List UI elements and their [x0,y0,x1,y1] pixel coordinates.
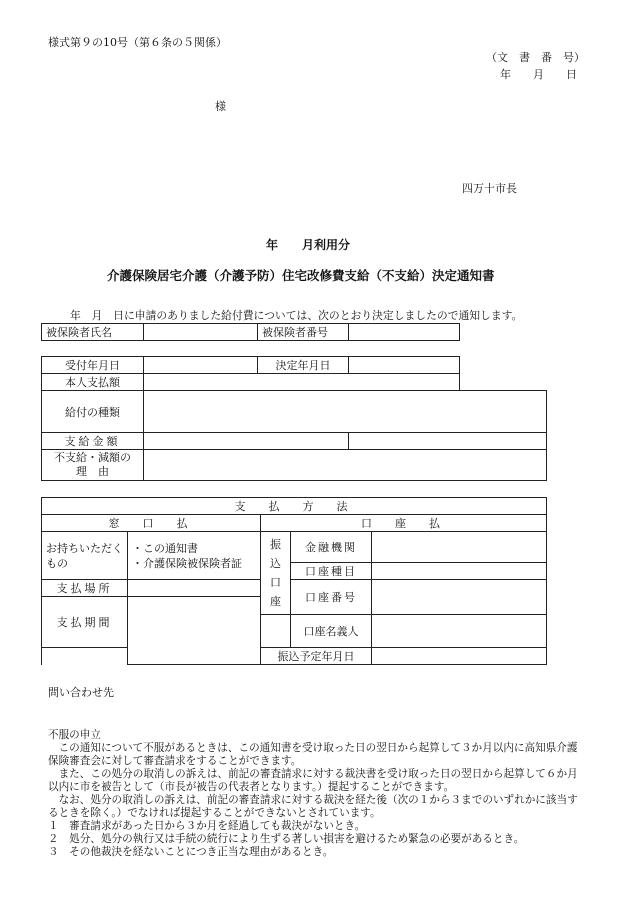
account-holder-label: 口座名義人 [291,615,372,648]
received-date-label: 受付年月日 [42,357,144,374]
intro-text: 年 月 日に申請のありました給付費については、次のとおり決定しましたので通知します。 [70,309,523,322]
reason-label [42,450,144,481]
bank-value [372,532,547,563]
bring-items-label: お持ちいただくもの [42,532,128,580]
self-pay-value [144,374,460,391]
account-number-label: 口座番号 [291,580,372,615]
benefit-type-label: 給付の種類 [42,391,144,433]
issuer: 四万十市長 [462,182,517,195]
benefit-type-value [144,391,547,433]
account-holder-value [372,615,547,648]
amount-value [144,433,349,450]
objection-item: ３ その他裁決を経ないことにつき正当な理由があるとき。 [48,846,334,858]
insured-name-label: 被保険者氏名 [42,324,144,341]
decided-date-label: 決定年月日 [258,357,349,374]
payment-place-label: 支払場所 [42,580,128,597]
date-line: 年 月 日 [500,68,577,81]
payment-header: 支 払 方 法 [42,498,547,515]
payment-table [41,497,547,665]
objection-item: ２ 処分、処分の執行又は手続の続行により生ずる著しい損害を避けるため緊急の必要があるとき。 [48,833,525,845]
account-type-label: 口座種目 [291,563,372,580]
page-title: 介護保険居宅介護（介護予防）住宅改修費支給（不支給）決定通知書 [107,268,495,283]
insured-number-label: 被保険者番号 [258,324,349,341]
scheduled-transfer-label: 振込予定年月日 [261,648,372,665]
self-pay-label: 本人支払額 [42,374,144,391]
received-date-value [144,357,258,374]
insured-name-value [144,324,258,341]
transfer-payment-header: 口 座 払 [261,515,547,532]
amount-extra [349,433,547,450]
bring-item: ・介護保険被保険者証 [132,556,242,570]
blank-cell [42,648,128,665]
insured-table [41,323,460,341]
objection-paragraph-2: また、この処分の取消しの訴えは、前記の審査請求に対する裁決書を受け取った日の翌日から起算して６か月以内に市を被告として（市長が被告の代表者となります。）提起することができます。 [48,768,578,793]
objection-item: １ 審査請求があった日から３か月を経過しても裁決がないとき。 [48,820,366,832]
insured-number-value [349,324,460,341]
bring-item: ・この通知書 [132,541,198,555]
amount-label: 支給金額 [42,433,144,450]
objection-paragraph-3: なお、処分の取消しの訴えは、前記の審査請求に対する裁決を経た後（次の１から３までのいずれかに該当するときを除く。）でなければ提起することができないとされています。 [48,794,578,819]
payment-period-value [128,597,261,665]
reason-label-line1: 不支給・減額の [54,451,131,464]
account-type-value [372,563,547,580]
addressee-suffix: 様 [215,100,226,113]
decided-date-value [349,357,460,374]
objection-notice [48,729,588,859]
form-number: 様式第９の10号（第６条の５関係） [48,36,227,49]
scheduled-transfer-value [372,648,547,665]
payment-place-value [128,580,261,597]
month-heading: 年 月利用分 [266,238,351,252]
vertical-char: 座 [270,595,281,608]
blank-cell [460,374,547,391]
payment-period-label: 支払期間 [42,597,128,648]
objection-paragraph-1: この通知について不服があるときは、この通知書を受け取った日の翌日から起算して３か月以内に高知県介護保険審査会に対して審査請求をすることができます。 [48,742,578,767]
vertical-char: 振 [270,538,281,551]
blank-cell [460,357,547,374]
vertical-char: 込 [270,557,281,570]
vertical-char: 口 [270,576,281,589]
reason-label-line2: 理 由 [76,465,109,478]
bank-label: 金融機関 [291,532,372,563]
reason-value [144,450,547,481]
contact-label: 問い合わせ先 [48,686,114,699]
transfer-account-vertical-label [261,532,291,615]
document-number: （文 書 番 号） [486,51,585,64]
counter-payment-header: 窓 口 払 [42,515,261,532]
account-number-value [372,580,547,615]
objection-heading: 不服の申立 [48,729,101,741]
decision-table [41,356,547,481]
bring-items-list [128,532,261,580]
transfer-vertical-bottom [261,615,291,648]
